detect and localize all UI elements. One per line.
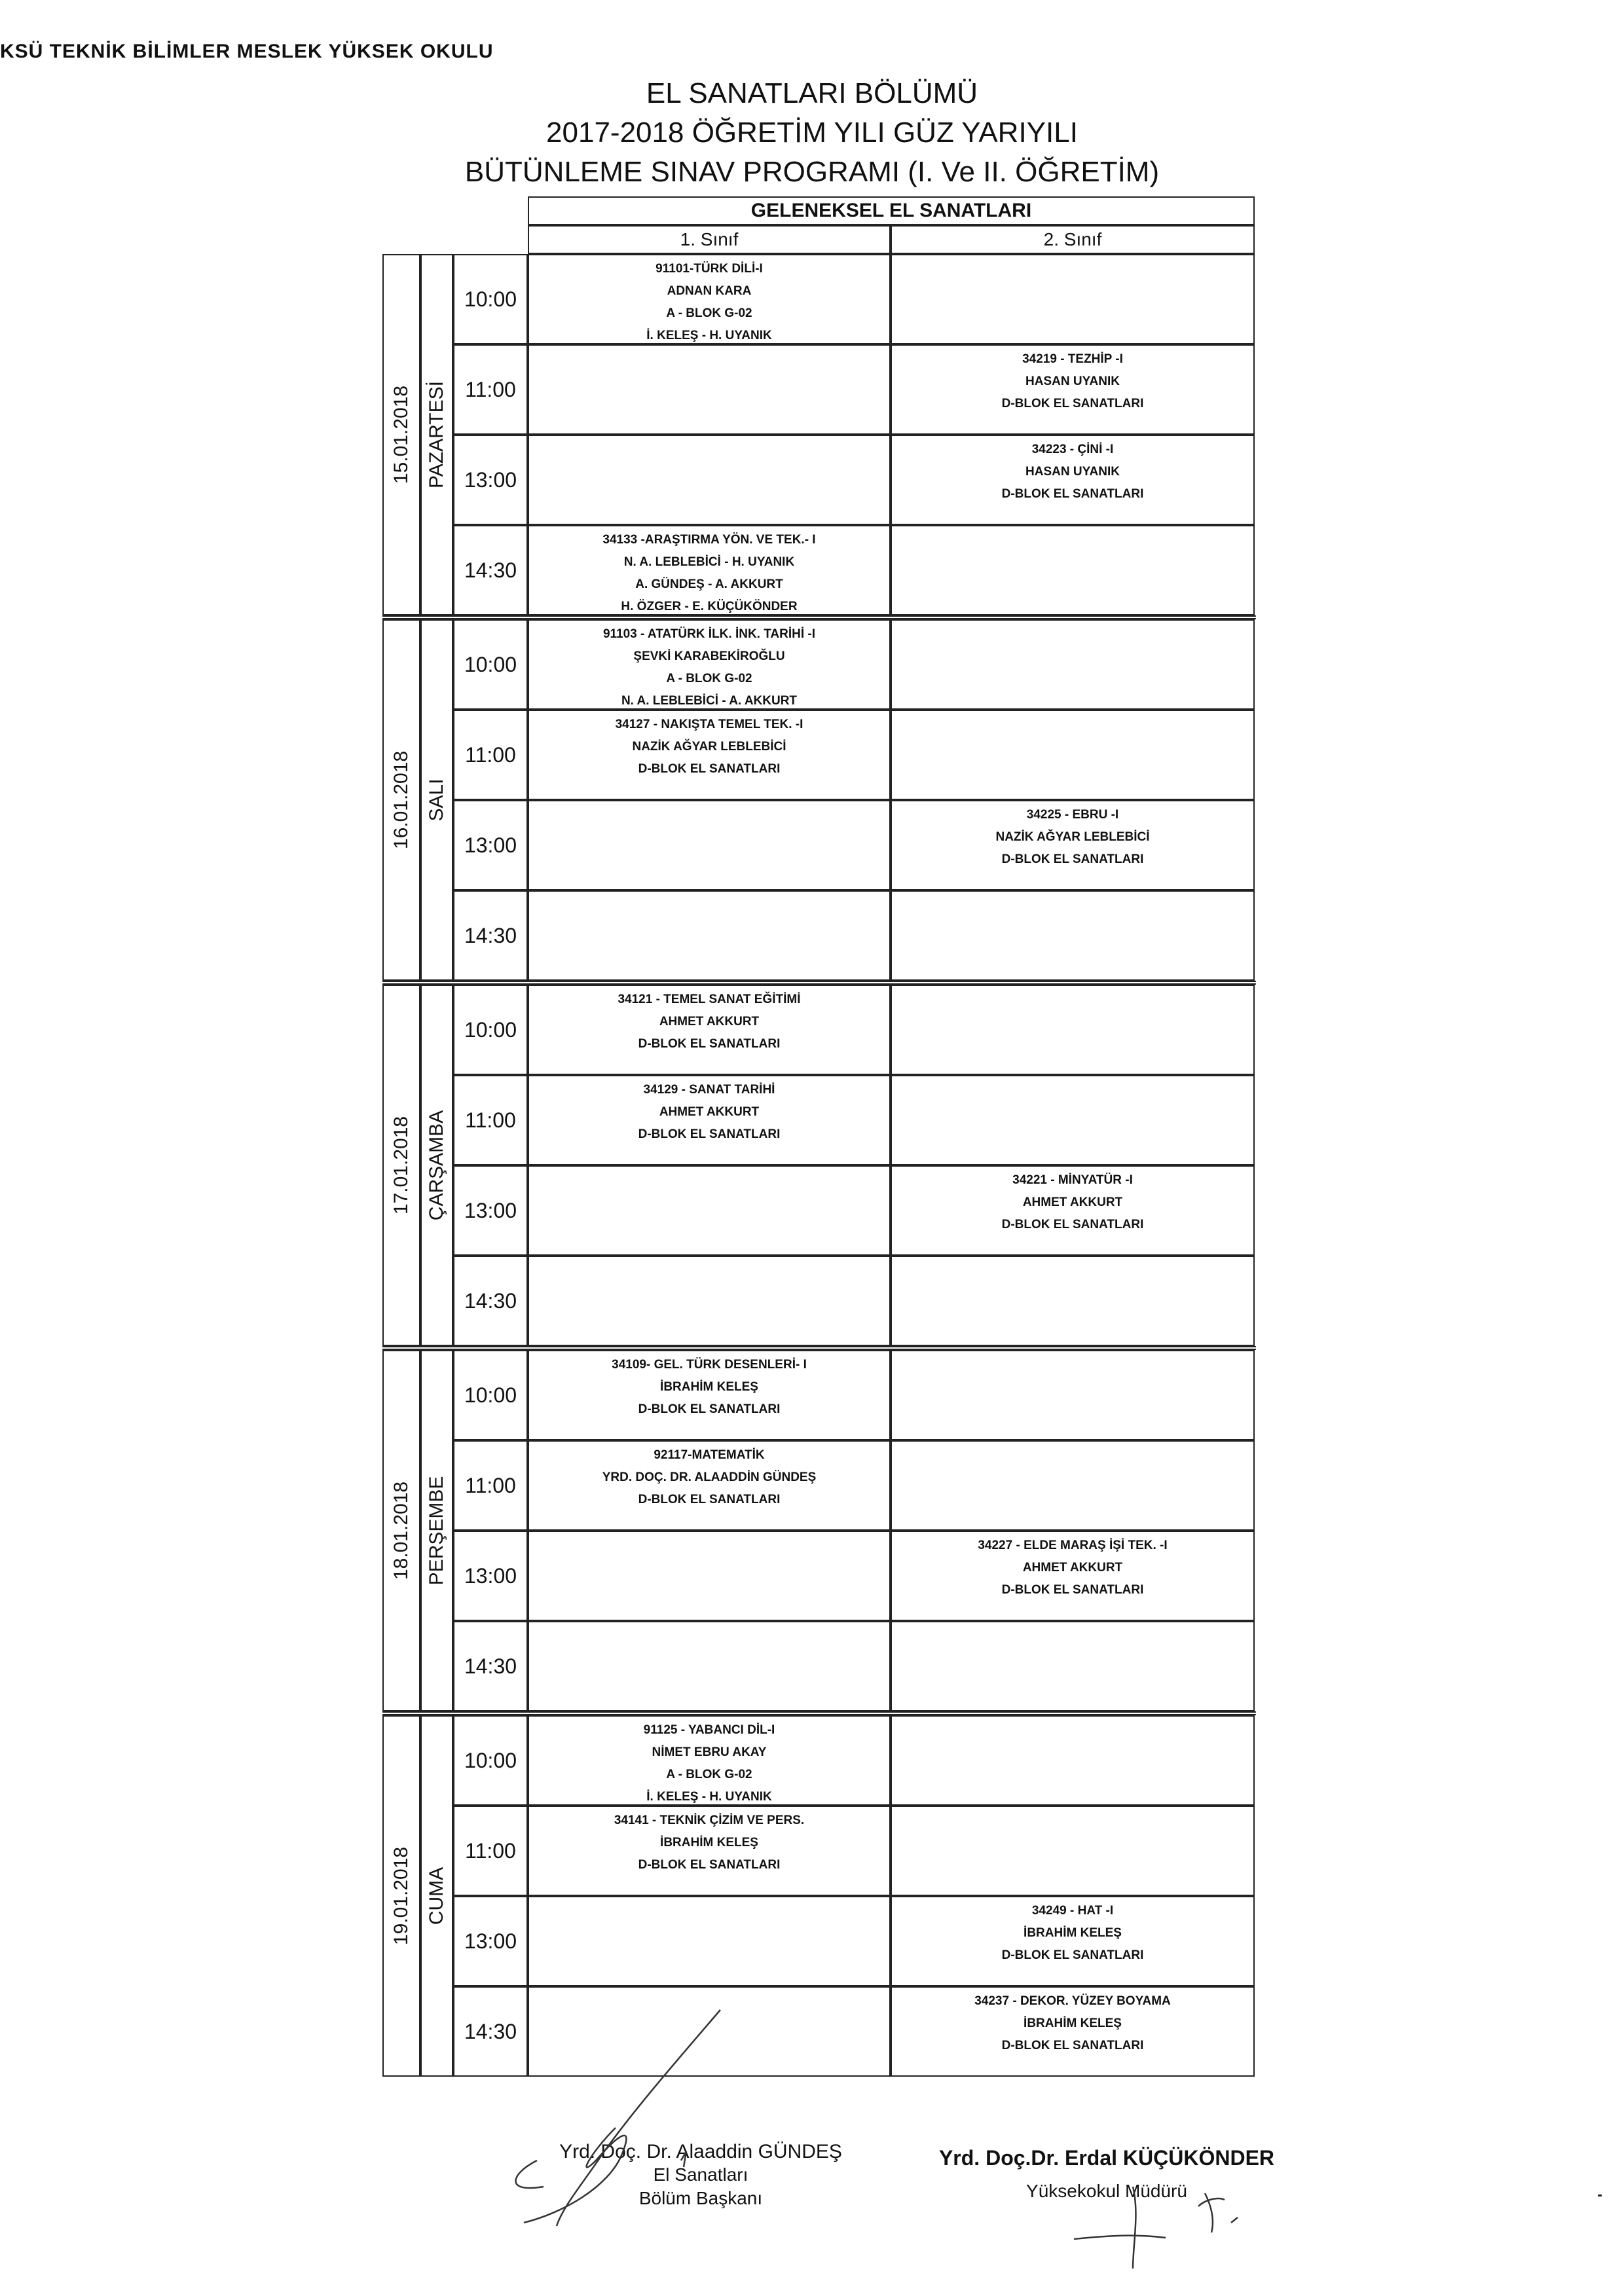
class-1-exam-cell: [528, 1350, 891, 1440]
class-1-exam-cell: [528, 1531, 891, 1621]
date-label: 15.01.2018: [390, 385, 412, 484]
exam-detail-line: 34127 - NAKIŞTA TEMEL TEK. -I: [615, 718, 803, 731]
class-2-exam-cell: [891, 344, 1255, 435]
class-2-exam-cell: [891, 1986, 1255, 2077]
exam-detail-line: D-BLOK EL SANATLARI: [638, 1858, 781, 1872]
time-slot-row: [453, 525, 1256, 615]
day-name-cell: [420, 254, 453, 615]
exam-detail-line: D-BLOK EL SANATLARI: [638, 1127, 781, 1141]
class-2-exam-cell: [891, 1165, 1255, 1256]
time-cell: 14:30: [453, 890, 528, 981]
time-slot-row: [453, 1165, 1256, 1256]
exam-detail-line: A - BLOK G-02: [666, 1768, 752, 1781]
date-label: 16.01.2018: [390, 750, 412, 850]
date-cell: [382, 1350, 420, 1711]
exam-detail-line: 34219 - TEZHİP -I: [1022, 352, 1123, 366]
signatory-name: Yrd. Doç. Dr. Alaaddin GÜNDEŞ: [559, 2141, 842, 2162]
signatory-title: Yüksekokul Müdürü: [1026, 2181, 1187, 2201]
time-slot-row: [453, 435, 1256, 525]
handwritten-signature-left: [485, 1997, 760, 2246]
group-header: GELENEKSEL EL SANATLARI: [528, 196, 1255, 225]
time-cell: 11:00: [453, 1440, 528, 1531]
exam-detail-line: 34227 - ELDE MARAŞ İŞİ TEK. -I: [978, 1539, 1168, 1552]
day-block: [382, 985, 1256, 1346]
class-2-exam-cell: [891, 710, 1255, 800]
exam-detail-line: AHMET AKKURT: [659, 1015, 760, 1029]
exam-detail-line: 34121 - TEMEL SANAT EĞİTİMİ: [618, 993, 801, 1006]
time-cell: 13:00: [453, 1896, 528, 1986]
time-cell: 10:00: [453, 1715, 528, 1806]
exam-detail-line: İBRAHİM KELEŞ: [1024, 2016, 1122, 2030]
exam-detail-line: 34133 -ARAŞTIRMA YÖN. VE TEK.- I: [602, 533, 816, 547]
school-name: KSÜ TEKNİK BİLİMLER MESLEK YÜKSEK OKULU: [0, 41, 494, 62]
exam-detail-line: 91101-TÜRK DİLİ-I: [655, 262, 763, 276]
class-1-exam-cell: [528, 800, 891, 890]
time-slot-row: [453, 619, 1256, 710]
time-cell: 13:00: [453, 435, 528, 525]
day-name-cell: [420, 985, 453, 1346]
exam-detail-line: A - BLOK G-02: [666, 672, 752, 685]
exam-detail-line: D-BLOK EL SANATLARI: [1001, 487, 1144, 501]
class-2-exam-cell: [891, 525, 1255, 615]
class-2-exam-cell: [891, 1531, 1255, 1621]
time-cell: 14:30: [453, 1256, 528, 1346]
exam-detail-line: AHMET AKKURT: [1022, 1195, 1123, 1209]
time-cell: 11:00: [453, 1806, 528, 1896]
time-slot-row: [453, 1621, 1256, 1711]
exam-detail-line: AHMET AKKURT: [659, 1105, 760, 1119]
date-cell: [382, 1715, 420, 2077]
exam-detail-line: YRD. DOÇ. DR. ALAADDİN GÜNDEŞ: [602, 1470, 817, 1484]
class-1-exam-cell: [528, 1075, 891, 1165]
exam-detail-line: D-BLOK EL SANATLARI: [1001, 2039, 1144, 2052]
class-1-exam-cell: [528, 1165, 891, 1256]
class-1-exam-cell: [528, 525, 891, 615]
signatory-name: Yrd. Doç.Dr. Erdal KÜÇÜKÖNDER: [938, 2146, 1275, 2170]
exam-detail-line: 91103 - ATATÜRK İLK. İNK. TARİHİ -I: [602, 627, 816, 641]
time-slot-row: [453, 1440, 1256, 1531]
exam-detail-line: D-BLOK EL SANATLARI: [638, 1493, 781, 1506]
exam-detail-line: D-BLOK EL SANATLARI: [638, 1037, 781, 1051]
class-1-exam-cell: [528, 1715, 891, 1806]
exam-detail-line: İ. KELEŞ - H. UYANIK: [646, 329, 772, 342]
exam-detail-line: 92117-MATEMATİK: [654, 1448, 765, 1462]
time-cell: 13:00: [453, 1165, 528, 1256]
date-label: 18.01.2018: [390, 1481, 412, 1580]
time-slot-row: [453, 710, 1256, 800]
class-1-exam-cell: [528, 1621, 891, 1711]
day-name-label: ÇARŞAMBA: [426, 1110, 447, 1221]
exam-detail-line: 34129 - SANAT TARİHİ: [643, 1083, 775, 1097]
exam-detail-line: 91125 - YABANCI DİL-I: [643, 1723, 775, 1737]
exam-detail-line: N. A. LEBLEBİCİ - A. AKKURT: [621, 694, 798, 708]
date-label: 19.01.2018: [390, 1846, 412, 1946]
exam-detail-line: 34237 - DEKOR. YÜZEY BOYAMA: [974, 1994, 1171, 2008]
exam-detail-line: NAZİK AĞYAR LEBLEBİCİ: [995, 830, 1150, 844]
class-1-exam-cell: [528, 1440, 891, 1531]
exam-detail-line: D-BLOK EL SANATLARI: [638, 1402, 781, 1416]
time-slot-row: [453, 890, 1256, 981]
time-slot-row: [453, 1806, 1256, 1896]
time-cell: 10:00: [453, 254, 528, 344]
time-slot-row: [453, 1256, 1256, 1346]
exam-detail-line: HASAN UYANIK: [1025, 465, 1120, 479]
exam-detail-line: 34225 - EBRU -I: [1026, 808, 1119, 822]
exam-detail-line: İBRAHİM KELEŞ: [660, 1836, 758, 1850]
date-cell: [382, 985, 420, 1346]
class-1-exam-cell: [528, 1806, 891, 1896]
exam-detail-line: 34109- GEL. TÜRK DESENLERİ- I: [612, 1358, 807, 1372]
class-2-exam-cell: [891, 985, 1255, 1075]
time-slot-row: [453, 800, 1256, 890]
time-cell: 11:00: [453, 1075, 528, 1165]
exam-detail-line: İ. KELEŞ - H. UYANIK: [646, 1790, 772, 1804]
exam-detail-line: ADNAN KARA: [667, 284, 752, 298]
day-name-cell: [420, 619, 453, 981]
class-1-exam-cell: [528, 344, 891, 435]
exam-detail-line: D-BLOK EL SANATLARI: [1001, 397, 1144, 410]
time-slot-row: [453, 1075, 1256, 1165]
time-cell: 10:00: [453, 985, 528, 1075]
exam-detail-line: D-BLOK EL SANATLARI: [1001, 1218, 1144, 1231]
handwritten-signature-right: [1035, 2160, 1283, 2278]
time-slot-row: [453, 254, 1256, 344]
exam-detail-line: AHMET AKKURT: [1022, 1561, 1123, 1575]
class-1-exam-cell: [528, 710, 891, 800]
class-2-exam-cell: [891, 1256, 1255, 1346]
class-2-exam-cell: [891, 1075, 1255, 1165]
exam-detail-line: HASAN UYANIK: [1025, 374, 1120, 388]
exam-detail-line: 34249 - HAT -I: [1031, 1904, 1114, 1918]
time-slot-row: [453, 344, 1256, 435]
date-cell: [382, 619, 420, 981]
class-2-exam-cell: [891, 1806, 1255, 1896]
exam-detail-line: H. ÖZGER - E. KÜÇÜKÖNDER: [621, 600, 798, 613]
class-2-exam-cell: [891, 890, 1255, 981]
exam-detail-line: İBRAHİM KELEŞ: [1024, 1926, 1122, 1940]
program-title: BÜTÜNLEME SINAV PROGRAMI (I. Ve II. ÖĞRETİM): [464, 156, 1160, 188]
day-name-label: PERŞEMBE: [426, 1476, 447, 1586]
time-cell: 11:00: [453, 710, 528, 800]
time-slot-row: [453, 985, 1256, 1075]
exam-detail-line: A - BLOK G-02: [666, 306, 752, 320]
class-1-exam-cell: [528, 890, 891, 981]
time-slot-row: [453, 1715, 1256, 1806]
time-cell: 14:30: [453, 1986, 528, 2077]
class-1-exam-cell: [528, 435, 891, 525]
time-cell: 10:00: [453, 1350, 528, 1440]
class-2-exam-cell: [891, 1440, 1255, 1531]
time-slot-row: [453, 1350, 1256, 1440]
date-label: 17.01.2018: [390, 1116, 412, 1215]
day-name-label: CUMA: [426, 1867, 447, 1925]
day-block: [382, 254, 1256, 615]
exam-detail-line: D-BLOK EL SANATLARI: [1001, 1583, 1144, 1597]
day-block: [382, 619, 1256, 981]
exam-detail-line: D-BLOK EL SANATLARI: [1001, 1948, 1144, 1962]
exam-detail-line: ŞEVKİ KARABEKİROĞLU: [633, 649, 785, 663]
class-1-exam-cell: [528, 1896, 891, 1986]
day-name-cell: [420, 1715, 453, 2077]
time-cell: 13:00: [453, 1531, 528, 1621]
day-name-label: SALI: [426, 778, 447, 822]
exam-detail-line: 34223 - ÇİNİ -I: [1031, 443, 1114, 456]
exam-detail-line: İBRAHİM KELEŞ: [660, 1380, 758, 1394]
signatory-title: Bölüm Başkanı: [638, 2188, 763, 2208]
class-2-exam-cell: [891, 800, 1255, 890]
day-name-cell: [420, 1350, 453, 1711]
day-name-label: PAZARTESİ: [426, 381, 447, 488]
class-2-exam-cell: [891, 1621, 1255, 1711]
date-cell: [382, 254, 420, 615]
scan-speck: [1598, 2195, 1602, 2196]
class-1-exam-cell: [528, 254, 891, 344]
exam-detail-line: N. A. LEBLEBİCİ - H. UYANIK: [623, 555, 795, 569]
exam-detail-line: 34221 - MİNYATÜR -I: [1012, 1173, 1133, 1187]
signatory-title: El Sanatları: [653, 2164, 748, 2185]
exam-detail-line: D-BLOK EL SANATLARI: [638, 762, 781, 776]
time-slot-row: [453, 1896, 1256, 1986]
class-2-exam-cell: [891, 254, 1255, 344]
class-2-exam-cell: [891, 1350, 1255, 1440]
time-slot-row: [453, 1531, 1256, 1621]
time-cell: 14:30: [453, 525, 528, 615]
class-1-exam-cell: [528, 1256, 891, 1346]
exam-detail-line: D-BLOK EL SANATLARI: [1001, 852, 1144, 866]
time-cell: 14:30: [453, 1621, 528, 1711]
exam-detail-line: NAZİK AĞYAR LEBLEBİCİ: [632, 740, 786, 754]
department-title: EL SANATLARI BÖLÜMÜ: [646, 77, 978, 109]
column-header-class-2: 2. Sınıf: [891, 225, 1255, 254]
class-2-exam-cell: [891, 1715, 1255, 1806]
day-block: [382, 1350, 1256, 1711]
time-cell: 10:00: [453, 619, 528, 710]
time-cell: 11:00: [453, 344, 528, 435]
exam-detail-line: 34141 - TEKNİK ÇİZİM VE PERS.: [614, 1813, 805, 1827]
column-header-class-1: 1. Sınıf: [528, 225, 891, 254]
exam-detail-line: A. GÜNDEŞ - A. AKKURT: [635, 577, 783, 591]
exam-detail-line: NİMET EBRU AKAY: [652, 1745, 767, 1759]
class-2-exam-cell: [891, 1896, 1255, 1986]
time-cell: 13:00: [453, 800, 528, 890]
exam-schedule-table: [382, 196, 1256, 2069]
term-title: 2017-2018 ÖĞRETİM YILI GÜZ YARIYILI: [546, 117, 1078, 149]
class-2-exam-cell: [891, 435, 1255, 525]
class-2-exam-cell: [891, 619, 1255, 710]
class-1-exam-cell: [528, 985, 891, 1075]
class-1-exam-cell: [528, 619, 891, 710]
